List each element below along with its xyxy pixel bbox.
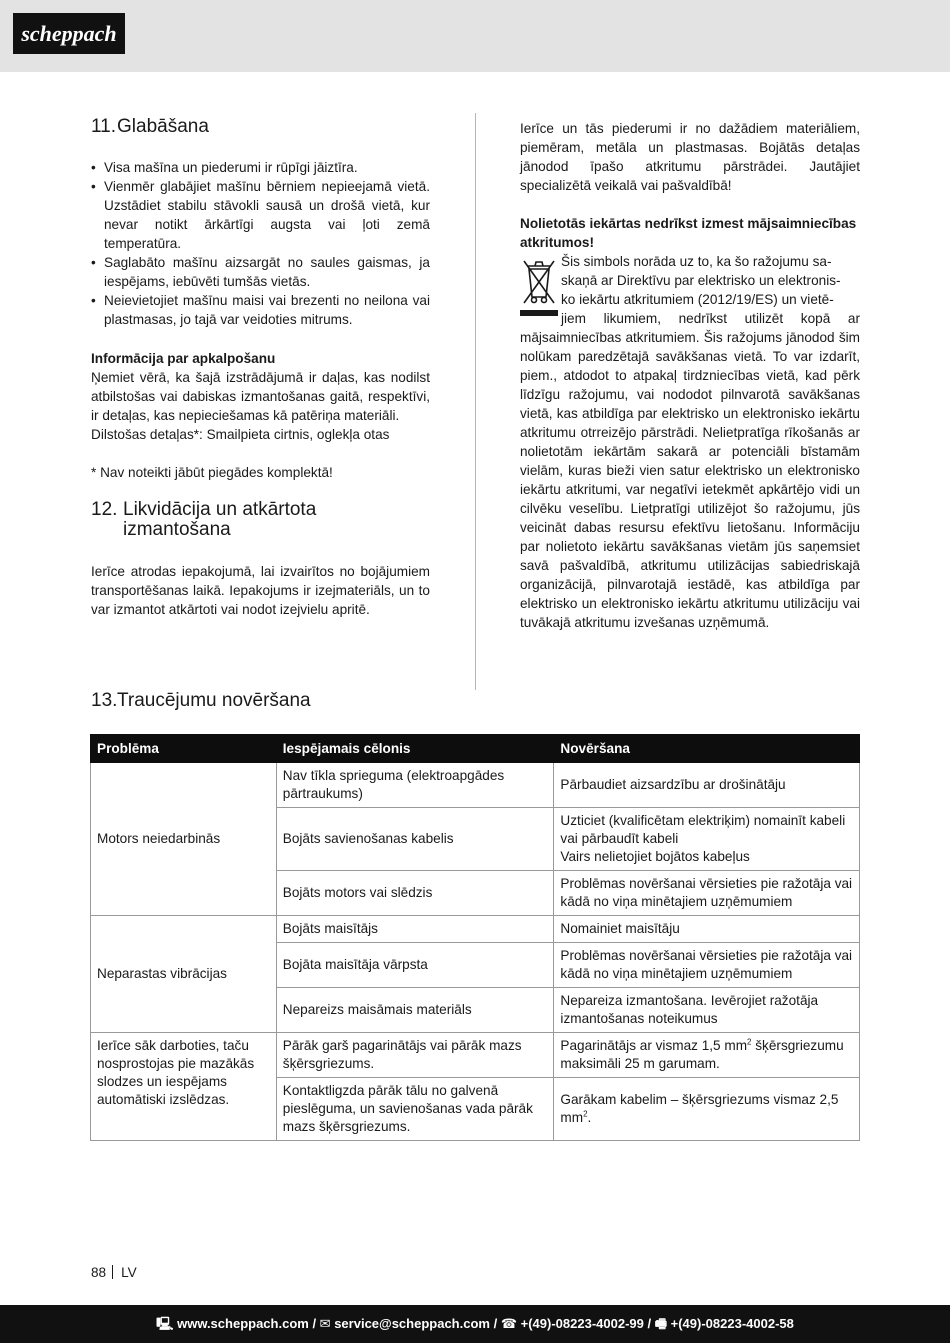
table-header-row — [91, 735, 860, 763]
weee-heading: Nolietotās iekārtas nedrīkst izmest mājsaimniecības atkritumos! — [520, 216, 857, 250]
list-item: • Vienmēr glabājiet mašīnu bērniem nepieejamā vietā. Uzstādiet stabilu stāvokli sausā un drošā vietā, kur nevar notikt ārkārtīgi augsta vai ļoti zemā temperatūra. — [91, 177, 430, 253]
phone-number: +(49)-08223-4002-99 — [520, 1316, 644, 1331]
fix-cell: Pārbaudiet aizsardzību ar drošinātāju — [554, 763, 860, 808]
footnote: * Nav noteikti jābūt piegādes komplektā! — [91, 465, 333, 480]
fix-cell: Nepareiza izmantošana. Ievērojiet ražotāja izmantošanas noteikumus — [554, 988, 860, 1033]
email-link[interactable]: service@scheppach.com — [334, 1316, 490, 1331]
table-row — [91, 763, 860, 808]
wear-parts: Dilstošas detaļas*: Smailpieta cirtnis, oglekļa otas — [91, 427, 390, 442]
fix-cell: Garākam kabelim – šķērsgriezums vismaz 2,5 $mm^2$. — [554, 1078, 860, 1141]
column-header: Iespējamais cēlonis — [276, 735, 554, 763]
page-number: 88 LV — [91, 1265, 137, 1280]
weee-line: ko iekārtu atkritumiem (2012/19/ES) un vietē- — [561, 292, 834, 307]
column-header: Novēršana — [554, 735, 860, 763]
weee-line: skaņā ar Direktīvu par elektrisko un elektronis- — [561, 273, 841, 288]
cause-cell: Bojāts maisītājs — [276, 916, 554, 943]
fix-cell: Nomainiet maisītāju — [554, 916, 860, 943]
cause-cell: Bojāts savienošanas kabelis — [276, 808, 554, 871]
fix-cell: Uzticiet (kvalificētam elektriķim) nomainīt kabeli vai pārbaudīt kabeli Vairs nelietojiet bojātos kabeļus — [554, 808, 860, 871]
weee-line: jiem likumiem, nedrīkst utilizēt kopā ar — [561, 311, 860, 326]
fix-cell: Problēmas novēršanai vērsieties pie ražotāja vai kādā no viņa minētajiem uzņēmumiem — [554, 943, 860, 988]
fax-icon: 🖷 — [654, 1316, 667, 1331]
service-text: Ņemiet vērā, ka šajā izstrādājumā ir daļas, kas nodilst atbilstošas vai dabiskas izmantošanas gaitā, respektīvi, ir detaļas, kas nepieciešamas kā patēriņa materiāli. — [91, 370, 430, 423]
website-link[interactable]: www.scheppach.com — [177, 1316, 309, 1331]
storage-list — [91, 158, 430, 329]
cause-cell: Kontaktligzda pārāk tālu no galvenā pieslēguma, un savienošanas vada pārāk mazs šķērsgriezums. — [276, 1078, 554, 1141]
fix-cell: Problēmas novēršanai vērsieties pie ražotāja vai kādā no viņa minētajiem uzņēmumiem — [554, 871, 860, 916]
problem-cell: Motors neiedarbinās — [91, 763, 277, 916]
crossed-bin-icon — [520, 255, 558, 317]
cause-cell: Nav tīkla sprieguma (elektroapgādes pārtraukums) — [276, 763, 554, 808]
section-12-heading: 12. Likvidācija un atkārtota izmantošana — [91, 499, 317, 540]
fax-number: +(49)-08223-4002-58 — [670, 1316, 794, 1331]
header-band — [0, 0, 950, 72]
column-divider — [475, 113, 476, 690]
computer-icon: 🖳 — [156, 1316, 174, 1331]
table-row — [91, 916, 860, 943]
service-heading: Informācija par apkalpošanu — [91, 351, 276, 366]
column-header: Problēma — [91, 735, 277, 763]
cause-cell: Bojāts motors vai slēdzis — [276, 871, 554, 916]
problem-cell: Ierīce sāk darboties, taču nosprostojas pie mazākās slodzes un iespējams automātiski izslēdzas. — [91, 1033, 277, 1141]
logo-text: scheppach — [21, 21, 117, 46]
cause-cell: Bojāta maisītāja vārpsta — [276, 943, 554, 988]
weee-text: mājsaimniecības atkritumiem. Šis ražojums jānodod šim nolūkam paredzētajā savākšanas vietā. To var izdarīt, piem., atdodot to atpakaļ tirdzniecības vietā, kad pērk līdzīgu ražojumu, vai nododot pilnvarotā savākšanas vietā, kas atbildīga par elektrisko un elektronisko iekārtu atkritumu otrreizējo pārstrādi. Nelietpratīga rīkošanās ar nolietotām iekārtām sakarā ar potenciāli bīstamām vielām, kuras bieži vien satur elektrisko un elektronisko iekārtu atkritumi, var negatīvi ietekmēt apkārtējo vidi un cilvēku veselību. Lietpratīgi utilizējot šo ražojumu, jūs veicināt dabas resursu efektīvu lietošanu. Informāciju par nolietoto iekārtu savākšanas vietām jūs saņemsiet savā pašvaldībā, atkritumu utilizācijas sabiedriskajā organizācijā, pilnvarotajā iestādē, kas atbildīga par elektrisko un elektronisko iekārtu atkritumu utilizāciju vai tuvākajā atkritumu izvešanas uzņēmumā. — [520, 330, 860, 630]
table-row — [91, 1033, 860, 1078]
troubleshooting-table — [90, 734, 860, 1141]
section-11-heading: 11.Glabāšana — [91, 116, 209, 137]
phone-icon: ☎ — [500, 1316, 518, 1331]
footer-contact-bar: 🖳 www.scheppach.com / ✉ service@scheppach.com / ☎ +(49)-08223-4002-99 / 🖷 +(49)-08223-4002-58 — [0, 1305, 950, 1343]
problem-cell: Neparastas vibrācijas — [91, 916, 277, 1033]
weee-block — [520, 252, 860, 632]
section-13-heading: 13.Traucējumu novēršana — [91, 690, 311, 711]
mail-icon: ✉ — [319, 1316, 331, 1331]
left-column — [91, 116, 430, 619]
disposal-text: Ierīce atrodas iepakojumā, lai izvairītos no bojājumiem transportēšanas laikā. Iepakojums ir izejmateriāls, un to var izmantot atkārtoti vai nodot izejvielu apritē. — [91, 564, 430, 617]
right-column — [520, 119, 860, 632]
scheppach-logo — [13, 13, 125, 54]
cause-cell: Nepareizs maisāmais materiāls — [276, 988, 554, 1033]
cause-cell: Pārāk garš pagarinātājs vai pārāk mazs šķērsgriezums. — [276, 1033, 554, 1078]
list-item: • Neievietojiet mašīnu maisi vai brezenti no neilona vai plastmasas, jo tajā var veidoties mitrums. — [91, 291, 430, 329]
list-item: • Saglabāto mašīnu aizsargāt no saules gaismas, ja iespējams, iebūvēti tumšās vietās. — [91, 253, 430, 291]
weee-line: Šis simbols norāda uz to, ka šo ražojumu sa- — [561, 254, 832, 269]
fix-cell: Pagarinātājs ar vismaz 1,5 $mm^2$ šķērsgriezumu maksimāli 25 m garumam. — [554, 1033, 860, 1078]
materials-text: Ierīce un tās piederumi ir no dažādiem materiāliem, piemēram, metāla un plastmasas. Bojātās detaļas jānodod īpašo atkritumu pārstrādei. Jautājiet specializētā veikalā vai pašvaldībā! — [520, 121, 860, 193]
list-item: • Visa mašīna un piederumi ir rūpīgi jāiztīra. — [91, 158, 430, 177]
